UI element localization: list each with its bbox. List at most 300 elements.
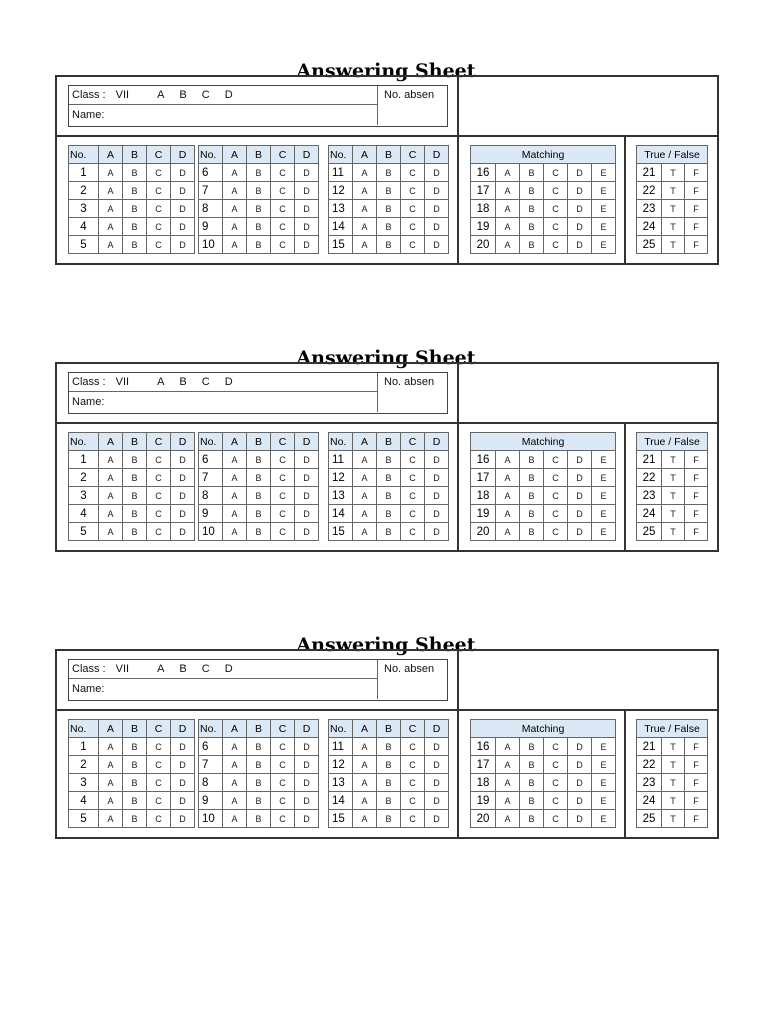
answer-option[interactable]: A xyxy=(99,505,123,523)
answer-option[interactable]: C xyxy=(271,487,295,505)
attendance-number-cell[interactable] xyxy=(377,660,446,699)
answer-option[interactable]: C xyxy=(147,774,171,792)
answer-option[interactable]: T xyxy=(662,164,685,182)
answer-option[interactable]: T xyxy=(662,810,685,828)
class-option[interactable]: D xyxy=(224,663,233,675)
answer-option[interactable]: A xyxy=(496,236,520,254)
answer-option[interactable]: A xyxy=(353,523,377,541)
answer-option[interactable]: A xyxy=(353,469,377,487)
answer-option[interactable]: C xyxy=(271,505,295,523)
answer-option[interactable]: C xyxy=(271,523,295,541)
answer-option[interactable]: A xyxy=(99,792,123,810)
answer-option[interactable]: D xyxy=(295,487,319,505)
answer-option[interactable]: D xyxy=(295,451,319,469)
answer-option[interactable]: B xyxy=(377,792,401,810)
answer-option[interactable]: F xyxy=(685,523,708,541)
answer-option[interactable]: B xyxy=(520,200,544,218)
answer-option[interactable]: C xyxy=(271,792,295,810)
answer-option[interactable]: A xyxy=(353,451,377,469)
answer-option[interactable]: D xyxy=(568,451,592,469)
answer-option[interactable]: F xyxy=(685,774,708,792)
answer-option[interactable]: B xyxy=(377,756,401,774)
class-option[interactable]: A xyxy=(157,663,165,675)
answer-option[interactable]: B xyxy=(247,792,271,810)
answer-option[interactable]: B xyxy=(123,487,147,505)
answer-option[interactable]: F xyxy=(685,810,708,828)
answer-option[interactable]: D xyxy=(295,756,319,774)
answer-option[interactable]: B xyxy=(123,218,147,236)
answer-option[interactable]: C xyxy=(147,451,171,469)
answer-option[interactable]: A xyxy=(223,451,247,469)
answer-option[interactable]: A xyxy=(353,218,377,236)
answer-option[interactable]: C xyxy=(401,487,425,505)
answer-option[interactable]: B xyxy=(520,738,544,756)
answer-option[interactable]: D xyxy=(568,505,592,523)
answer-option[interactable]: B xyxy=(377,236,401,254)
answer-option[interactable]: B xyxy=(520,182,544,200)
answer-option[interactable]: B xyxy=(247,469,271,487)
answer-option[interactable]: D xyxy=(295,164,319,182)
answer-option[interactable]: C xyxy=(401,505,425,523)
answer-option[interactable]: B xyxy=(520,756,544,774)
answer-option[interactable]: E xyxy=(592,469,616,487)
answer-option[interactable]: A xyxy=(223,469,247,487)
answer-option[interactable]: A xyxy=(99,182,123,200)
answer-option[interactable]: C xyxy=(271,738,295,756)
answer-option[interactable]: B xyxy=(123,756,147,774)
answer-option[interactable]: A xyxy=(353,236,377,254)
answer-option[interactable]: D xyxy=(568,164,592,182)
answer-option[interactable]: B xyxy=(123,469,147,487)
answer-option[interactable]: C xyxy=(147,756,171,774)
answer-option[interactable]: E xyxy=(592,523,616,541)
answer-option[interactable]: A xyxy=(223,792,247,810)
answer-option[interactable]: A xyxy=(353,792,377,810)
answer-option[interactable]: B xyxy=(377,523,401,541)
answer-option[interactable]: A xyxy=(496,756,520,774)
answer-option[interactable]: B xyxy=(520,236,544,254)
answer-option[interactable]: B xyxy=(247,738,271,756)
answer-option[interactable]: A xyxy=(496,792,520,810)
answer-option[interactable]: C xyxy=(544,218,568,236)
answer-option[interactable]: D xyxy=(568,523,592,541)
answer-option[interactable]: D xyxy=(425,487,449,505)
answer-option[interactable]: A xyxy=(223,200,247,218)
answer-option[interactable]: E xyxy=(592,774,616,792)
answer-option[interactable]: D xyxy=(568,469,592,487)
answer-option[interactable]: C xyxy=(401,164,425,182)
answer-option[interactable]: C xyxy=(271,182,295,200)
class-option[interactable]: C xyxy=(201,663,210,675)
answer-option[interactable]: B xyxy=(247,487,271,505)
answer-option[interactable]: T xyxy=(662,792,685,810)
answer-option[interactable]: C xyxy=(401,218,425,236)
answer-option[interactable]: C xyxy=(147,738,171,756)
answer-option[interactable]: D xyxy=(568,792,592,810)
answer-option[interactable]: C xyxy=(401,738,425,756)
answer-option[interactable]: T xyxy=(662,487,685,505)
answer-option[interactable]: T xyxy=(662,774,685,792)
answer-option[interactable]: D xyxy=(568,774,592,792)
answer-option[interactable]: B xyxy=(520,792,544,810)
answer-option[interactable]: C xyxy=(147,523,171,541)
answer-option[interactable]: C xyxy=(544,523,568,541)
class-option[interactable]: A xyxy=(157,376,165,388)
class-option[interactable]: B xyxy=(179,376,187,388)
answer-option[interactable]: C xyxy=(544,236,568,254)
answer-option[interactable]: D xyxy=(295,469,319,487)
answer-option[interactable]: B xyxy=(377,738,401,756)
answer-option[interactable]: B xyxy=(520,505,544,523)
answer-option[interactable]: D xyxy=(568,487,592,505)
answer-option[interactable]: B xyxy=(520,774,544,792)
answer-option[interactable]: C xyxy=(544,164,568,182)
answer-option[interactable]: B xyxy=(520,164,544,182)
attendance-number-cell[interactable] xyxy=(377,86,446,125)
answer-option[interactable]: D xyxy=(295,792,319,810)
answer-option[interactable]: B xyxy=(377,774,401,792)
answer-option[interactable]: B xyxy=(247,200,271,218)
answer-option[interactable]: C xyxy=(401,774,425,792)
answer-option[interactable]: C xyxy=(271,200,295,218)
answer-option[interactable]: D xyxy=(425,218,449,236)
answer-option[interactable]: A xyxy=(496,451,520,469)
answer-option[interactable]: B xyxy=(520,523,544,541)
answer-option[interactable]: F xyxy=(685,487,708,505)
answer-option[interactable]: A xyxy=(353,200,377,218)
answer-option[interactable]: F xyxy=(685,469,708,487)
answer-option[interactable]: D xyxy=(171,236,195,254)
answer-option[interactable]: A xyxy=(99,810,123,828)
attendance-number-cell[interactable] xyxy=(377,373,446,412)
answer-option[interactable]: C xyxy=(401,182,425,200)
answer-option[interactable]: T xyxy=(662,182,685,200)
answer-option[interactable]: D xyxy=(295,774,319,792)
answer-option[interactable]: D xyxy=(568,200,592,218)
answer-option[interactable]: C xyxy=(544,469,568,487)
answer-option[interactable]: T xyxy=(662,236,685,254)
answer-option[interactable]: A xyxy=(223,738,247,756)
answer-option[interactable]: C xyxy=(401,451,425,469)
answer-option[interactable]: D xyxy=(171,810,195,828)
answer-option[interactable]: C xyxy=(147,487,171,505)
answer-option[interactable]: D xyxy=(425,738,449,756)
answer-option[interactable]: C xyxy=(401,523,425,541)
name-row[interactable] xyxy=(69,105,377,126)
answer-option[interactable]: D xyxy=(568,756,592,774)
answer-option[interactable]: D xyxy=(425,505,449,523)
answer-option[interactable]: B xyxy=(123,200,147,218)
answer-option[interactable]: A xyxy=(99,218,123,236)
answer-option[interactable]: T xyxy=(662,218,685,236)
answer-option[interactable]: D xyxy=(568,810,592,828)
answer-option[interactable]: D xyxy=(171,182,195,200)
answer-option[interactable]: A xyxy=(496,505,520,523)
answer-option[interactable]: E xyxy=(592,164,616,182)
answer-option[interactable]: T xyxy=(662,200,685,218)
answer-option[interactable]: D xyxy=(568,738,592,756)
answer-option[interactable]: D xyxy=(425,236,449,254)
answer-option[interactable]: A xyxy=(496,774,520,792)
answer-option[interactable]: B xyxy=(247,810,271,828)
answer-option[interactable]: B xyxy=(123,451,147,469)
answer-option[interactable]: E xyxy=(592,792,616,810)
answer-option[interactable]: D xyxy=(295,523,319,541)
answer-option[interactable]: D xyxy=(295,738,319,756)
answer-option[interactable]: D xyxy=(425,164,449,182)
answer-option[interactable]: B xyxy=(377,810,401,828)
answer-option[interactable]: B xyxy=(377,487,401,505)
answer-option[interactable]: C xyxy=(271,236,295,254)
answer-option[interactable]: C xyxy=(271,469,295,487)
answer-option[interactable]: A xyxy=(223,756,247,774)
answer-option[interactable]: D xyxy=(295,505,319,523)
answer-option[interactable]: F xyxy=(685,164,708,182)
answer-option[interactable]: D xyxy=(171,200,195,218)
answer-option[interactable]: B xyxy=(377,200,401,218)
answer-option[interactable]: B xyxy=(123,792,147,810)
answer-option[interactable]: C xyxy=(544,451,568,469)
answer-option[interactable]: B xyxy=(123,505,147,523)
answer-option[interactable]: A xyxy=(99,774,123,792)
answer-option[interactable]: D xyxy=(171,738,195,756)
answer-option[interactable]: C xyxy=(544,774,568,792)
answer-option[interactable]: E xyxy=(592,200,616,218)
answer-option[interactable]: D xyxy=(425,756,449,774)
answer-option[interactable]: B xyxy=(520,810,544,828)
answer-option[interactable]: A xyxy=(223,774,247,792)
answer-option[interactable]: F xyxy=(685,200,708,218)
answer-option[interactable]: D xyxy=(295,810,319,828)
answer-option[interactable]: A xyxy=(223,523,247,541)
answer-option[interactable]: D xyxy=(295,218,319,236)
answer-option[interactable]: B xyxy=(247,218,271,236)
answer-option[interactable]: E xyxy=(592,810,616,828)
answer-option[interactable]: D xyxy=(171,487,195,505)
class-option[interactable]: A xyxy=(157,89,165,101)
answer-option[interactable]: C xyxy=(544,505,568,523)
answer-option[interactable]: T xyxy=(662,756,685,774)
answer-option[interactable]: A xyxy=(353,164,377,182)
answer-option[interactable]: A xyxy=(496,810,520,828)
answer-option[interactable]: C xyxy=(147,469,171,487)
answer-option[interactable]: C xyxy=(401,469,425,487)
answer-option[interactable]: A xyxy=(496,218,520,236)
answer-option[interactable]: A xyxy=(496,738,520,756)
answer-option[interactable]: C xyxy=(271,451,295,469)
answer-option[interactable]: B xyxy=(247,164,271,182)
answer-option[interactable]: A xyxy=(223,505,247,523)
answer-option[interactable]: B xyxy=(123,523,147,541)
answer-option[interactable]: E xyxy=(592,236,616,254)
answer-option[interactable]: D xyxy=(295,200,319,218)
answer-option[interactable]: F xyxy=(685,218,708,236)
answer-option[interactable]: A xyxy=(353,505,377,523)
answer-option[interactable]: D xyxy=(568,236,592,254)
answer-option[interactable]: A xyxy=(496,182,520,200)
name-row[interactable] xyxy=(69,392,377,413)
answer-option[interactable]: T xyxy=(662,505,685,523)
answer-option[interactable]: A xyxy=(99,523,123,541)
answer-option[interactable]: C xyxy=(544,810,568,828)
answer-option[interactable]: C xyxy=(401,236,425,254)
answer-option[interactable]: A xyxy=(99,756,123,774)
class-option[interactable]: C xyxy=(201,89,210,101)
answer-option[interactable]: T xyxy=(662,469,685,487)
answer-option[interactable]: B xyxy=(377,182,401,200)
answer-option[interactable]: B xyxy=(520,451,544,469)
answer-option[interactable]: A xyxy=(353,487,377,505)
answer-option[interactable]: A xyxy=(353,774,377,792)
answer-option[interactable]: C xyxy=(544,738,568,756)
answer-option[interactable]: A xyxy=(223,236,247,254)
answer-option[interactable]: C xyxy=(544,792,568,810)
answer-option[interactable]: D xyxy=(171,774,195,792)
answer-option[interactable]: D xyxy=(171,505,195,523)
answer-option[interactable]: B xyxy=(123,738,147,756)
answer-option[interactable]: D xyxy=(568,218,592,236)
answer-option[interactable]: F xyxy=(685,792,708,810)
answer-option[interactable]: D xyxy=(425,810,449,828)
answer-option[interactable]: A xyxy=(99,236,123,254)
answer-option[interactable]: A xyxy=(353,182,377,200)
answer-option[interactable]: C xyxy=(271,164,295,182)
answer-option[interactable]: C xyxy=(271,810,295,828)
answer-option[interactable]: C xyxy=(147,792,171,810)
answer-option[interactable]: B xyxy=(377,505,401,523)
answer-option[interactable]: D xyxy=(425,469,449,487)
answer-option[interactable]: C xyxy=(544,487,568,505)
answer-option[interactable]: D xyxy=(425,774,449,792)
answer-option[interactable]: D xyxy=(425,792,449,810)
answer-option[interactable]: T xyxy=(662,451,685,469)
answer-option[interactable]: B xyxy=(123,810,147,828)
class-option[interactable]: D xyxy=(224,89,233,101)
answer-option[interactable]: A xyxy=(496,200,520,218)
answer-option[interactable]: A xyxy=(99,200,123,218)
answer-option[interactable]: T xyxy=(662,738,685,756)
answer-option[interactable]: D xyxy=(295,236,319,254)
answer-option[interactable]: C xyxy=(544,756,568,774)
answer-option[interactable]: D xyxy=(425,182,449,200)
answer-option[interactable]: B xyxy=(520,487,544,505)
answer-option[interactable]: D xyxy=(171,792,195,810)
answer-option[interactable]: B xyxy=(520,469,544,487)
answer-option[interactable]: C xyxy=(544,182,568,200)
answer-option[interactable]: E xyxy=(592,218,616,236)
answer-option[interactable]: B xyxy=(247,236,271,254)
answer-option[interactable]: F xyxy=(685,756,708,774)
answer-option[interactable]: F xyxy=(685,182,708,200)
class-option[interactable]: B xyxy=(179,89,187,101)
answer-option[interactable]: D xyxy=(171,451,195,469)
answer-option[interactable]: D xyxy=(295,182,319,200)
answer-option[interactable]: A xyxy=(99,164,123,182)
answer-option[interactable]: D xyxy=(171,523,195,541)
answer-option[interactable]: C xyxy=(147,200,171,218)
answer-option[interactable]: F xyxy=(685,505,708,523)
answer-option[interactable]: A xyxy=(99,469,123,487)
answer-option[interactable]: E xyxy=(592,505,616,523)
answer-option[interactable]: B xyxy=(377,218,401,236)
answer-option[interactable]: B xyxy=(247,523,271,541)
answer-option[interactable]: C xyxy=(544,200,568,218)
answer-option[interactable]: A xyxy=(223,182,247,200)
answer-option[interactable]: C xyxy=(401,792,425,810)
answer-option[interactable]: E xyxy=(592,487,616,505)
answer-option[interactable]: F xyxy=(685,451,708,469)
answer-option[interactable]: D xyxy=(425,451,449,469)
answer-option[interactable]: D xyxy=(171,218,195,236)
answer-option[interactable]: D xyxy=(171,756,195,774)
answer-option[interactable]: F xyxy=(685,738,708,756)
answer-option[interactable]: B xyxy=(123,182,147,200)
answer-option[interactable]: A xyxy=(353,810,377,828)
answer-option[interactable]: B xyxy=(123,164,147,182)
answer-option[interactable]: D xyxy=(568,182,592,200)
answer-option[interactable]: T xyxy=(662,523,685,541)
answer-option[interactable]: E xyxy=(592,738,616,756)
answer-option[interactable]: B xyxy=(377,164,401,182)
answer-option[interactable]: B xyxy=(247,505,271,523)
answer-option[interactable]: B xyxy=(123,236,147,254)
answer-option[interactable]: A xyxy=(496,487,520,505)
answer-option[interactable]: B xyxy=(247,182,271,200)
answer-option[interactable]: C xyxy=(401,810,425,828)
answer-option[interactable]: C xyxy=(271,756,295,774)
answer-option[interactable]: C xyxy=(147,182,171,200)
answer-option[interactable]: A xyxy=(496,469,520,487)
answer-option[interactable]: A xyxy=(353,756,377,774)
answer-option[interactable]: D xyxy=(171,164,195,182)
answer-option[interactable]: D xyxy=(425,200,449,218)
answer-option[interactable]: A xyxy=(353,738,377,756)
answer-option[interactable]: C xyxy=(147,810,171,828)
answer-option[interactable]: A xyxy=(496,164,520,182)
answer-option[interactable]: E xyxy=(592,756,616,774)
class-option[interactable]: B xyxy=(179,663,187,675)
answer-option[interactable]: C xyxy=(147,164,171,182)
answer-option[interactable]: B xyxy=(247,756,271,774)
answer-option[interactable]: E xyxy=(592,451,616,469)
answer-option[interactable]: C xyxy=(401,756,425,774)
answer-option[interactable]: B xyxy=(123,774,147,792)
answer-option[interactable]: B xyxy=(247,774,271,792)
answer-option[interactable]: C xyxy=(271,218,295,236)
answer-option[interactable]: C xyxy=(147,505,171,523)
answer-option[interactable]: D xyxy=(425,523,449,541)
answer-option[interactable]: E xyxy=(592,182,616,200)
answer-option[interactable]: B xyxy=(247,451,271,469)
class-option[interactable]: D xyxy=(224,376,233,388)
answer-option[interactable]: A xyxy=(223,164,247,182)
answer-option[interactable]: A xyxy=(99,451,123,469)
answer-option[interactable]: A xyxy=(99,738,123,756)
answer-option[interactable]: D xyxy=(171,469,195,487)
answer-option[interactable]: B xyxy=(377,451,401,469)
answer-option[interactable]: C xyxy=(147,218,171,236)
class-option[interactable]: C xyxy=(201,376,210,388)
answer-option[interactable]: B xyxy=(377,469,401,487)
answer-option[interactable]: F xyxy=(685,236,708,254)
answer-option[interactable]: A xyxy=(99,487,123,505)
name-row[interactable] xyxy=(69,679,377,700)
answer-option[interactable]: A xyxy=(223,487,247,505)
answer-option[interactable]: A xyxy=(496,523,520,541)
answer-option[interactable]: C xyxy=(401,200,425,218)
answer-option[interactable]: A xyxy=(223,810,247,828)
answer-option[interactable]: C xyxy=(271,774,295,792)
